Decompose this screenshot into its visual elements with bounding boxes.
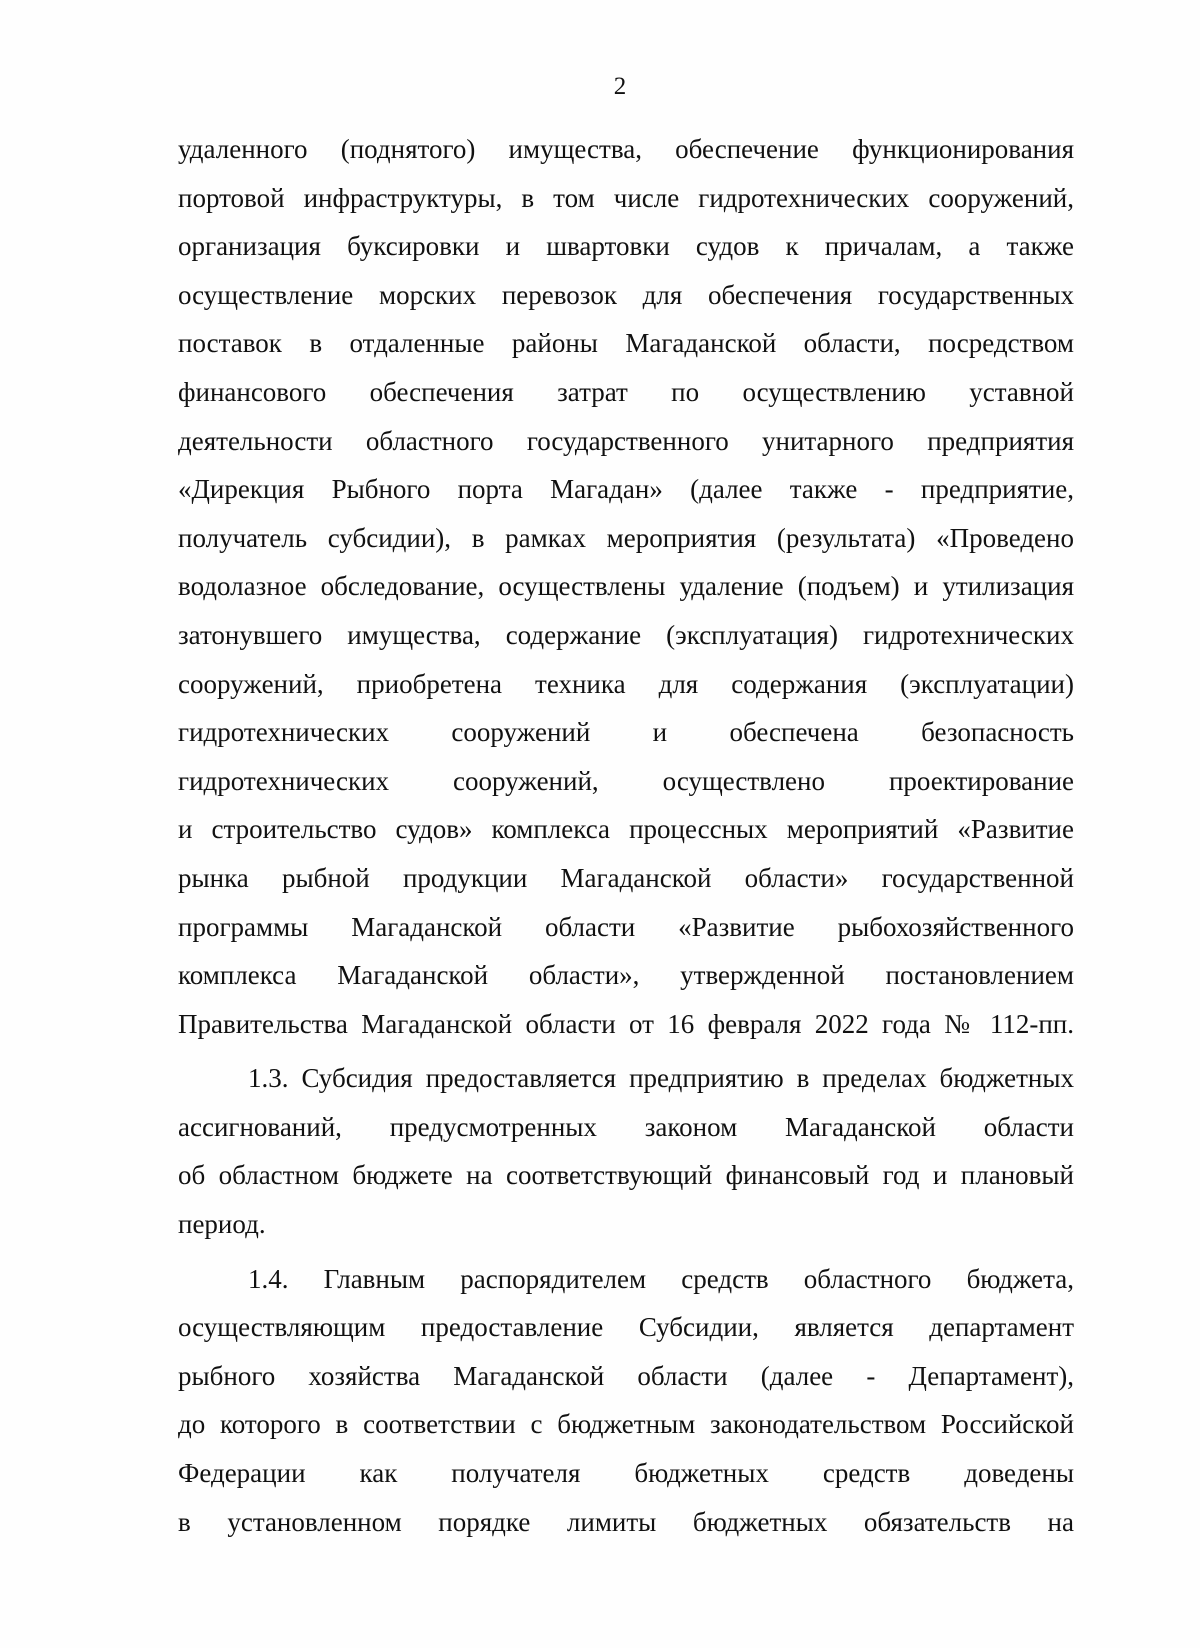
text-line: рынка рыбной продукции Магаданской области» государственной — [178, 862, 1074, 893]
text-line: затонувшего имущества, содержание (эксплуатация) гидротехнических — [178, 619, 1074, 650]
text-line: «Дирекция Рыбного порта Магадан» (далее также - предприятие, — [178, 474, 1074, 505]
text-line: в установленном порядке лимиты бюджетных обязательств на — [178, 1506, 1074, 1537]
document-body — [178, 125, 1074, 1546]
text-line: водолазное обследование, осуществлены удаление (подъем) и утилизация — [178, 571, 1074, 602]
text-line: гидротехнических сооружений и обеспечена безопасность — [178, 717, 1074, 748]
text-line: до которого в соответствии с бюджетным законодательством Российской — [178, 1409, 1074, 1440]
paragraph-3 — [178, 1255, 1074, 1547]
page-number: 2 — [613, 73, 627, 100]
text-line: осуществляющим предоставление Субсидии, является департамент — [178, 1312, 1074, 1343]
text-line: осуществление морских перевозок для обеспечения государственных — [178, 279, 1074, 310]
text-line: 1.3. Субсидия предоставляется предприятию в пределах бюджетных — [248, 1063, 1074, 1094]
text-line: 1.4. Главным распорядителем средств областного бюджета, — [248, 1263, 1074, 1294]
text-line: рыбного хозяйства Магаданской области (далее - Департамент), — [178, 1360, 1074, 1391]
text-line: деятельности областного государственного унитарного предприятия — [178, 425, 1074, 456]
text-line: портовой инфраструктуры, в том числе гидротехнических сооружений, — [178, 182, 1074, 213]
text-line: организация буксировки и швартовки судов к причалам, а также — [178, 231, 1074, 262]
text-line: получатель субсидии), в рамках мероприятия (результата) «Проведено — [178, 522, 1074, 553]
text-line: финансового обеспечения затрат по осуществлению уставной — [178, 376, 1074, 407]
paragraph-2 — [178, 1054, 1074, 1248]
text-line: об областном бюджете на соответствующий финансовый год и плановый — [178, 1160, 1074, 1191]
text-line: и строительство судов» комплекса процессных мероприятий «Развитие — [178, 814, 1074, 845]
text-line: период. — [178, 1209, 266, 1240]
text-line: ассигнований, предусмотренных законом Магаданской области — [178, 1111, 1074, 1142]
paragraph-1 — [178, 125, 1074, 1048]
text-line: программы Магаданской области «Развитие рыбохозяйственного — [178, 911, 1074, 942]
text-line: Федерации как получателя бюджетных средств доведены — [178, 1458, 1074, 1489]
text-line: поставок в отдаленные районы Магаданской области, посредством — [178, 328, 1074, 359]
text-line: комплекса Магаданской области», утвержденной постановлением — [178, 960, 1074, 991]
text-line: удаленного (поднятого) имущества, обеспечение функционирования — [178, 134, 1074, 164]
text-line: Правительства Магаданской области от 16 февраля 2022 года № 112-пп. — [178, 1008, 1074, 1039]
text-line: гидротехнических сооружений, осуществлено проектирование — [178, 765, 1074, 796]
text-line: сооружений, приобретена техника для содержания (эксплуатации) — [178, 668, 1074, 699]
